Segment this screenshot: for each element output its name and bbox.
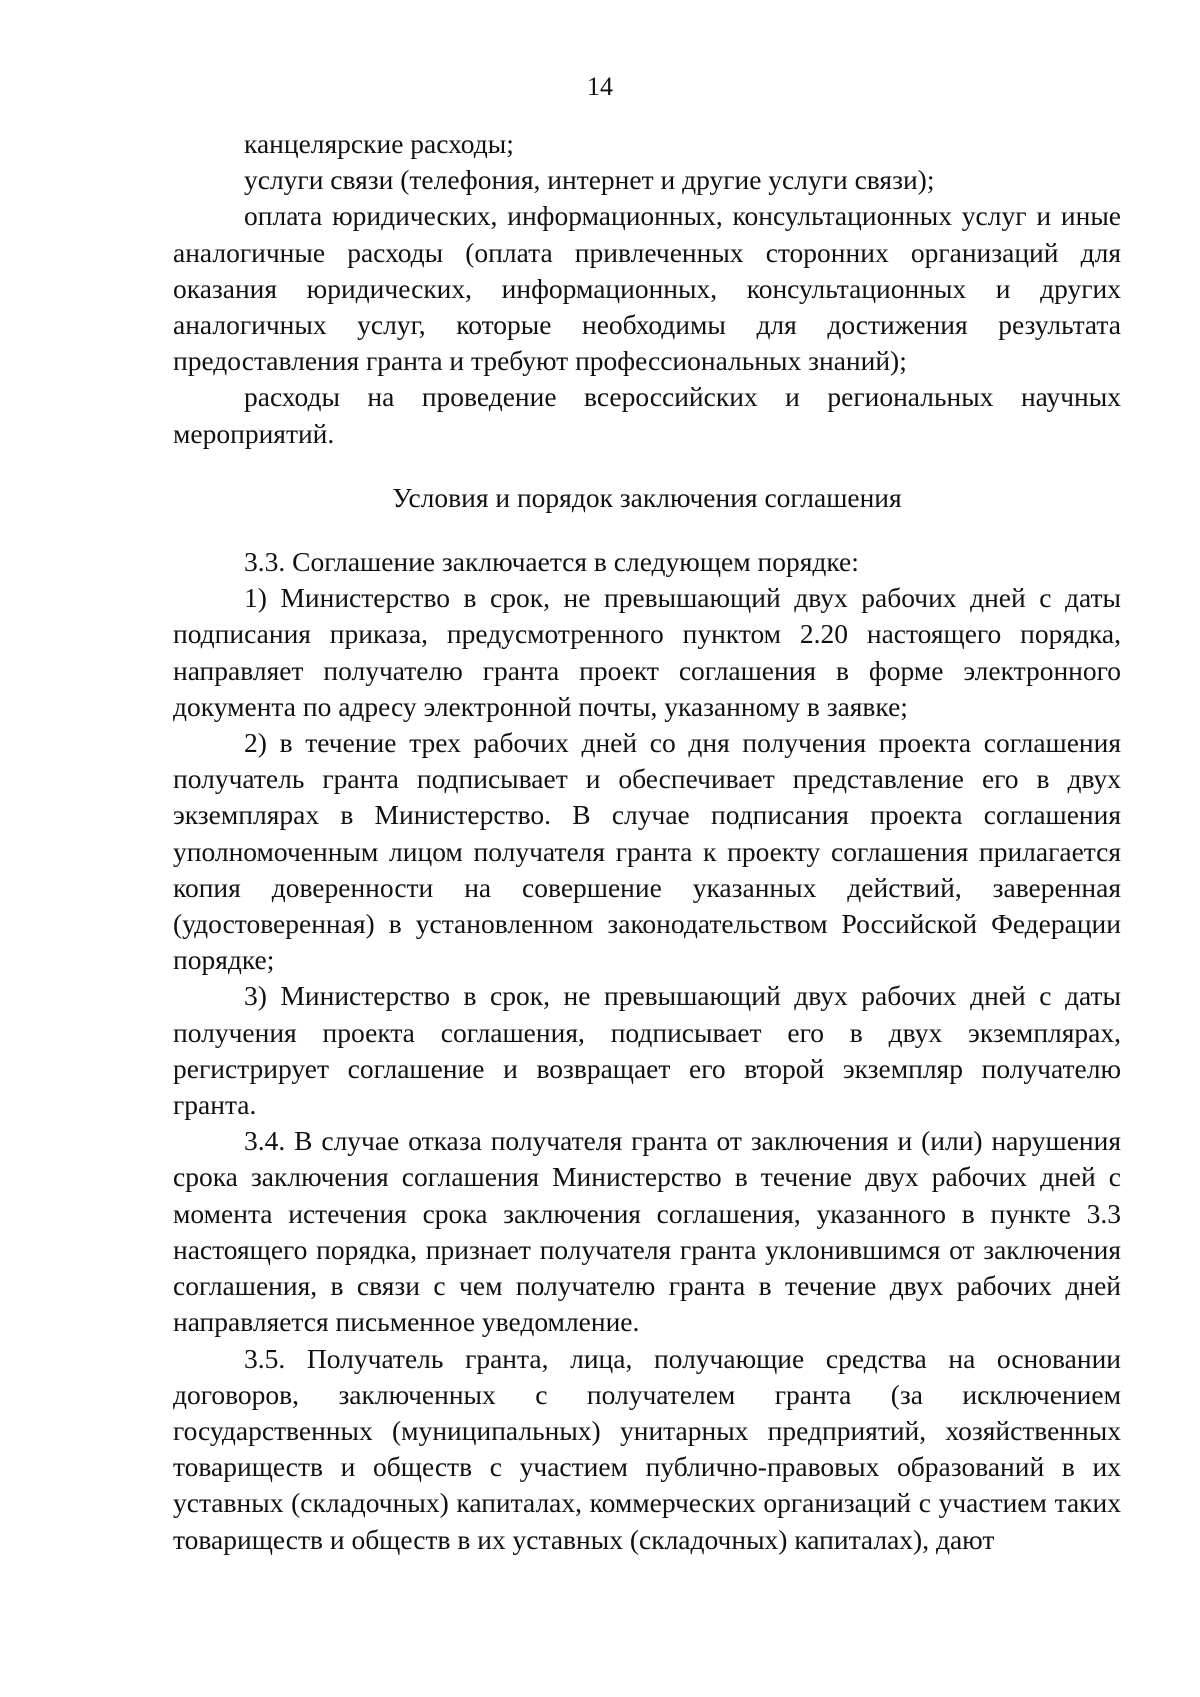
paragraph-legal-services: оплата юридических, информационных, консультационных услуг и иные аналогичные расходы (оплата привлеченных сторонних организаций для оказания юридических, информационных, консультационных и других аналогичных услуг, которые необходимы для достижения результата предоставления гранта и требуют профессиональных знаний);: [173, 200, 1121, 377]
document-body: [173, 126, 1121, 1558]
paragraph-3-3-item-2: 2) в течение трех рабочих дней со дня получения проекта соглашения получатель гранта подписывает и обеспечивает представление его в двух экземплярах в Министерство. В случае подписания проекта соглашения уполномоченным лицом получателя гранта к проекту соглашения прилагается копия доверенности на совершение указанных действий, заверенная (удостоверенная) в установленном законодательством Российской Федерации порядке;: [173, 727, 1121, 976]
paragraph-3-3-item-1: 1) Министерство в срок, не превышающий двух рабочих дней с даты подписания приказа, предусмотренного пунктом 2.20 настоящего порядка, направляет получателю гранта проект соглашения в форме электронного документа по адресу электронной почты, указанному в заявке;: [173, 582, 1121, 722]
paragraph-3-3-item-3: 3) Министерство в срок, не превышающий двух рабочих дней с даты получения проекта соглашения, подписывает его в двух экземплярах, регистрирует соглашение и возвращает его второй экземпляр получателю гранта.: [173, 980, 1121, 1121]
paragraph-3-3: 3.3. Соглашение заключается в следующем порядке:: [244, 546, 859, 578]
page-number: 14: [587, 72, 613, 101]
paragraph-office-expenses: канцелярские расходы;: [244, 128, 514, 159]
paragraph-scientific-events: расходы на проведение всероссийских и региональных научных мероприятий.: [173, 381, 1121, 449]
section-heading: Условия и порядок заключения соглашения: [392, 481, 902, 513]
paragraph-communication-services: услуги связи (телефония, интернет и другие услуги связи);: [244, 164, 935, 196]
paragraph-3-5: 3.5. Получатель гранта, лица, получающие средства на основании договоров, заключенных с получателем гранта (за исключением государственных (муниципальных) унитарных предприятий, хозяйственных товариществ и обществ с участием публично-правовых образований в их уставных (складочных) капиталах, коммерческих организаций с участием таких товариществ и обществ в их уставных (складочных) капиталах), дают: [173, 1342, 1121, 1555]
paragraph-3-4: 3.4. В случае отказа получателя гранта от заключения и (или) нарушения срока заключения соглашения Министерство в течение двух рабочих дней с момента истечения срока заключения соглашения, указанного в пункте 3.3 настоящего порядка, признает получателя гранта уклонившимся от заключения соглашения, в связи с чем получателю гранта в течение двух рабочих дней направляется письменное уведомление.: [173, 1125, 1121, 1338]
